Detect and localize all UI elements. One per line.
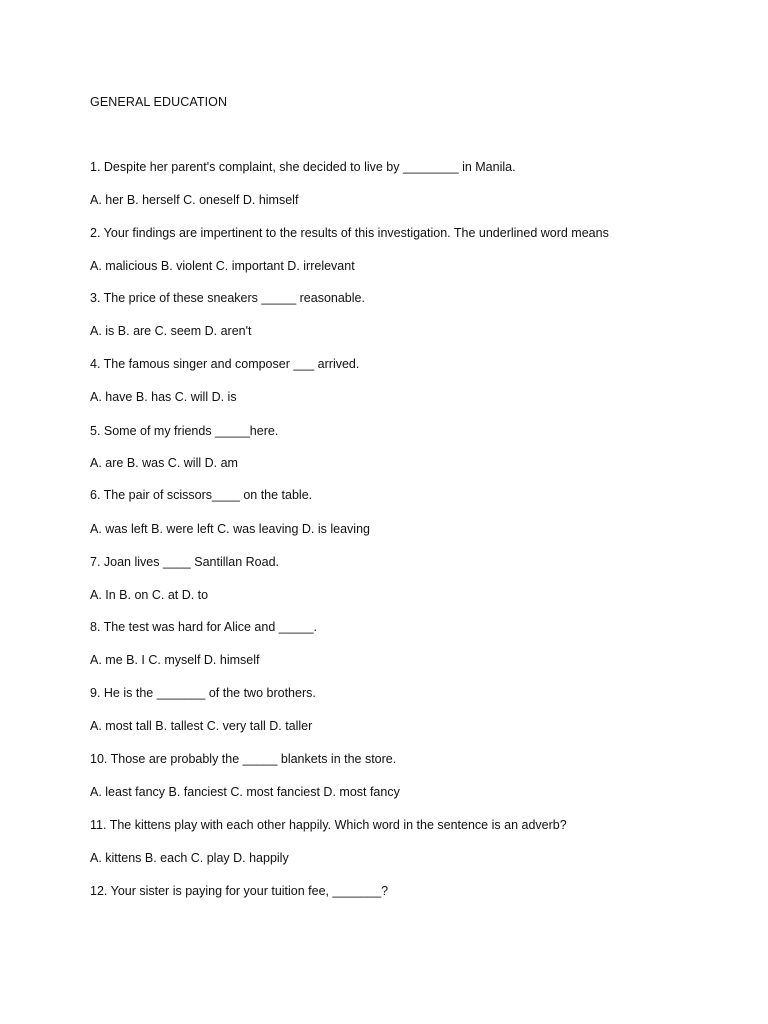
answer-options-7: A. In B. on C. at D. to <box>90 588 209 602</box>
answer-options-9: A. most tall B. tallest C. very tall D. taller <box>90 719 313 733</box>
question-2: 2. Your findings are impertinent to the results of this investigation. The underlined word means <box>90 226 609 240</box>
question-10: 10. Those are probably the _____ blankets in the store. <box>90 752 397 766</box>
question-11: 11. The kittens play with each other happily. Which word in the sentence is an adverb? <box>90 818 567 832</box>
answer-options-3: A. is B. are C. seem D. aren't <box>90 324 252 338</box>
answer-options-1: A. her B. herself C. oneself D. himself <box>90 193 299 207</box>
question-12: 12. Your sister is paying for your tuition fee, _______? <box>90 884 389 898</box>
answer-options-10: A. least fancy B. fanciest C. most fanciest D. most fancy <box>90 785 400 799</box>
question-5: 5. Some of my friends _____here. <box>90 424 279 438</box>
question-6: 6. The pair of scissors____ on the table. <box>90 488 313 502</box>
answer-options-6: A. was left B. were left C. was leaving D. is leaving <box>90 522 370 536</box>
question-1: 1. Despite her parent's complaint, she decided to live by ________ in Manila. <box>90 160 516 174</box>
document-title: GENERAL EDUCATION <box>90 95 228 109</box>
answer-options-2: A. malicious B. violent C. important D. irrelevant <box>90 259 355 273</box>
question-4: 4. The famous singer and composer ___ arrived. <box>90 357 360 371</box>
question-9: 9. He is the _______ of the two brothers. <box>90 686 316 700</box>
answer-options-8: A. me B. I C. myself D. himself <box>90 653 260 667</box>
answer-options-5: A. are B. was C. will D. am <box>90 456 238 470</box>
answer-options-11: A. kittens B. each C. play D. happily <box>90 851 289 865</box>
question-7: 7. Joan lives ____ Santillan Road. <box>90 555 280 569</box>
answer-options-4: A. have B. has C. will D. is <box>90 390 237 404</box>
question-8: 8. The test was hard for Alice and _____. <box>90 620 317 634</box>
question-3: 3. The price of these sneakers _____ reasonable. <box>90 291 365 305</box>
